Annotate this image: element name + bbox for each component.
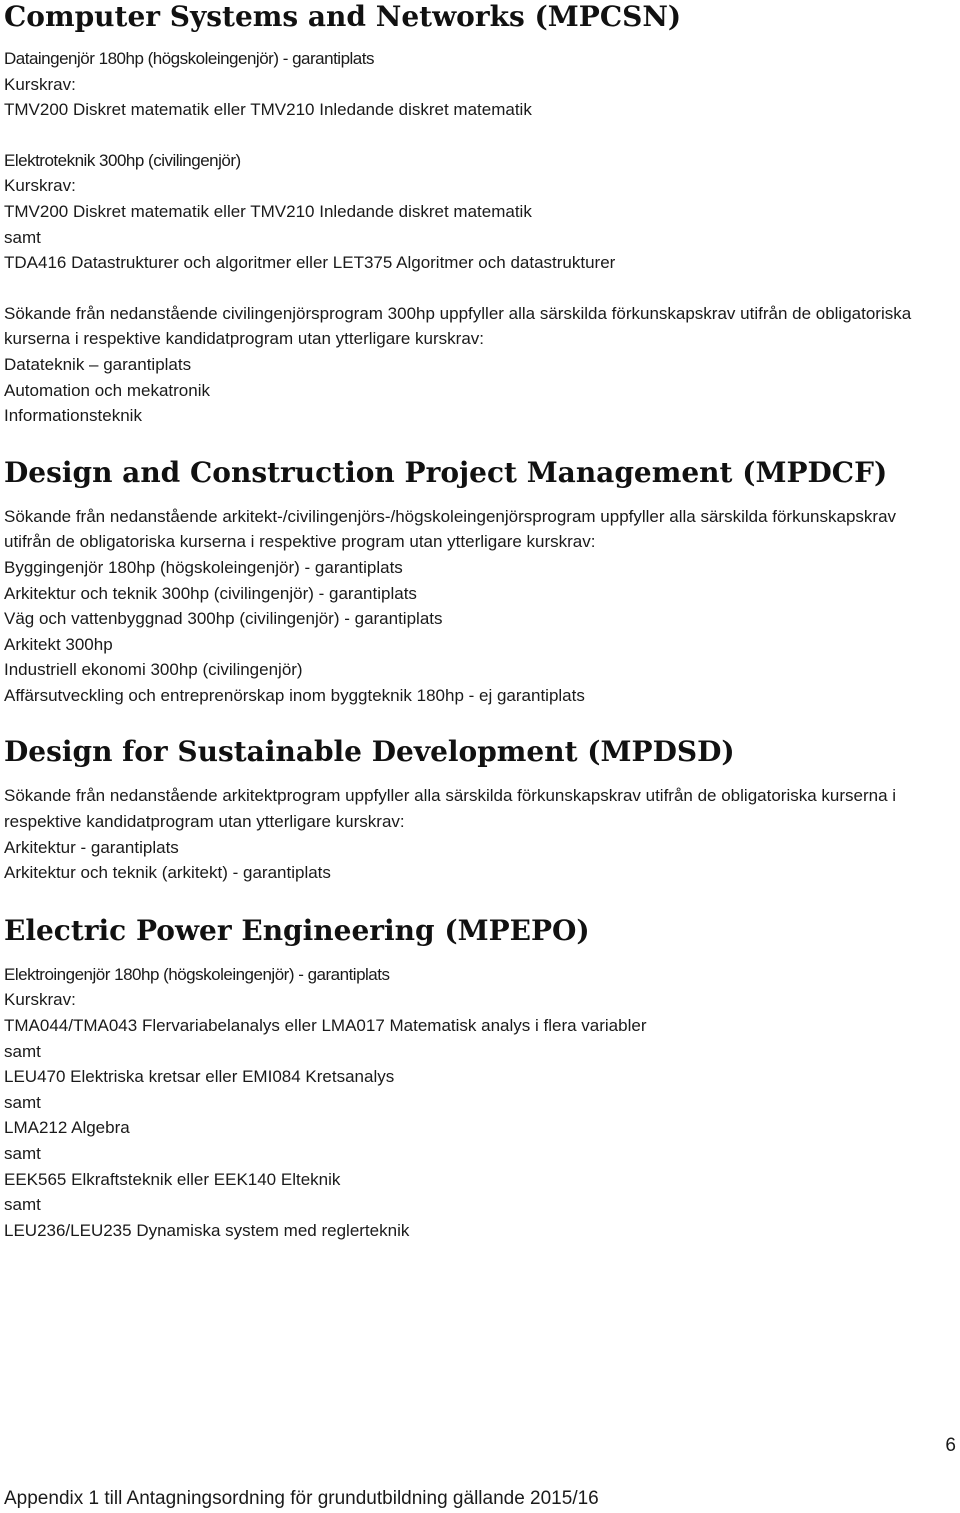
page-footer: Appendix 1 till Antagningsordning för grundutbildning gällande 2015/16 <box>4 1488 599 1509</box>
section-title-mpdcf: Design and Construction Project Management (MPDCF) <box>4 455 888 489</box>
page-number: 6 <box>945 1435 956 1456</box>
requirement-course: LEU470 Elektriska kretsar eller EMI084 Kretsanalys <box>4 1067 395 1087</box>
program-list-item: Arkitektur och teknik 300hp (civilingenjör) - garantiplats <box>4 583 417 603</box>
section-intro: Sökande från nedanstående arkitekt-/civilingenjörs-/högskoleingenjörsprogram uppfyller alla särskilda förkunskapskrav utifrån de obligatoriska kurserna i respektive program utan ytterligare kurskrav: <box>4 506 897 552</box>
section-title-mpepo: Electric Power Engineering (MPEPO) <box>4 913 590 947</box>
requirement-course: TMA044/TMA043 Flervariabelanalys eller LMA017 Matematisk analys i flera variabler <box>4 1016 647 1036</box>
section-title-mpcsn: Computer Systems and Networks (MPCSN) <box>4 0 682 33</box>
requirement-label: Kurskrav: <box>4 176 76 196</box>
requirement-conjunction: samt <box>4 1092 41 1112</box>
section-intro: Sökande från nedanstående civilingenjörsprogram 300hp uppfyller alla särskilda förkunskapskrav utifrån de obligatoriska kurserna i respektive kandidatprogram utan ytterligare kurskrav: <box>4 303 912 349</box>
requirement-course: TMV200 Diskret matematik eller TMV210 Inledande diskret matematik <box>4 201 532 221</box>
program-list-item: Arkitektur och teknik (arkitekt) - garantiplats <box>4 863 331 883</box>
program-name: Elektroteknik 300hp (civilingenjör) <box>4 150 241 170</box>
program-list-item: Automation och mekatronik <box>4 380 210 400</box>
requirement-course: LMA212 Algebra <box>4 1118 130 1138</box>
program-list-item: Informationsteknik <box>4 406 142 426</box>
requirement-course: EEK565 Elkraftsteknik eller EEK140 Elteknik <box>4 1169 341 1189</box>
document-page <box>4 0 944 1243</box>
program-name: Dataingenjör 180hp (högskoleingenjör) - garantiplats <box>4 49 374 68</box>
program-name: Elektroingenjör 180hp (högskoleingenjör) - garantiplats <box>4 964 390 984</box>
program-list-item: Datateknik – garantiplats <box>4 354 192 374</box>
requirement-label: Kurskrav: <box>4 74 76 94</box>
program-list-item: Arkitekt 300hp <box>4 634 113 654</box>
requirement-course: TDA416 Datastrukturer och algoritmer eller LET375 Algoritmer och datastrukturer <box>4 253 616 273</box>
requirement-conjunction: samt <box>4 227 41 247</box>
requirement-conjunction: samt <box>4 1041 41 1061</box>
section-title-mpdsd: Design for Sustainable Development (MPDSD) <box>4 735 735 769</box>
requirement-conjunction: samt <box>4 1144 41 1163</box>
program-list-item: Väg och vattenbyggnad 300hp (civilingenjör) - garantiplats <box>4 609 443 629</box>
program-list-item: Industriell ekonomi 300hp (civilingenjör) <box>4 660 303 680</box>
program-list-item: Arkitektur - garantiplats <box>4 837 179 857</box>
program-list-item: Byggingenjör 180hp (högskoleingenjör) - garantiplats <box>4 557 403 577</box>
requirement-conjunction: samt <box>4 1195 41 1215</box>
requirement-course: TMV200 Diskret matematik eller TMV210 Inledande diskret matematik <box>4 100 532 120</box>
requirement-label: Kurskrav: <box>4 990 76 1010</box>
requirement-course: LEU236/LEU235 Dynamiska system med reglerteknik <box>4 1220 410 1240</box>
section-intro: Sökande från nedanstående arkitektprogram uppfyller alla särskilda förkunskapskrav utifrån de obligatoriska kurserna i respektive kandidatprogram utan ytterligare kurskrav: <box>4 786 897 832</box>
program-list-item: Affärsutveckling och entreprenörskap inom byggteknik 180hp - ej garantiplats <box>4 685 585 705</box>
